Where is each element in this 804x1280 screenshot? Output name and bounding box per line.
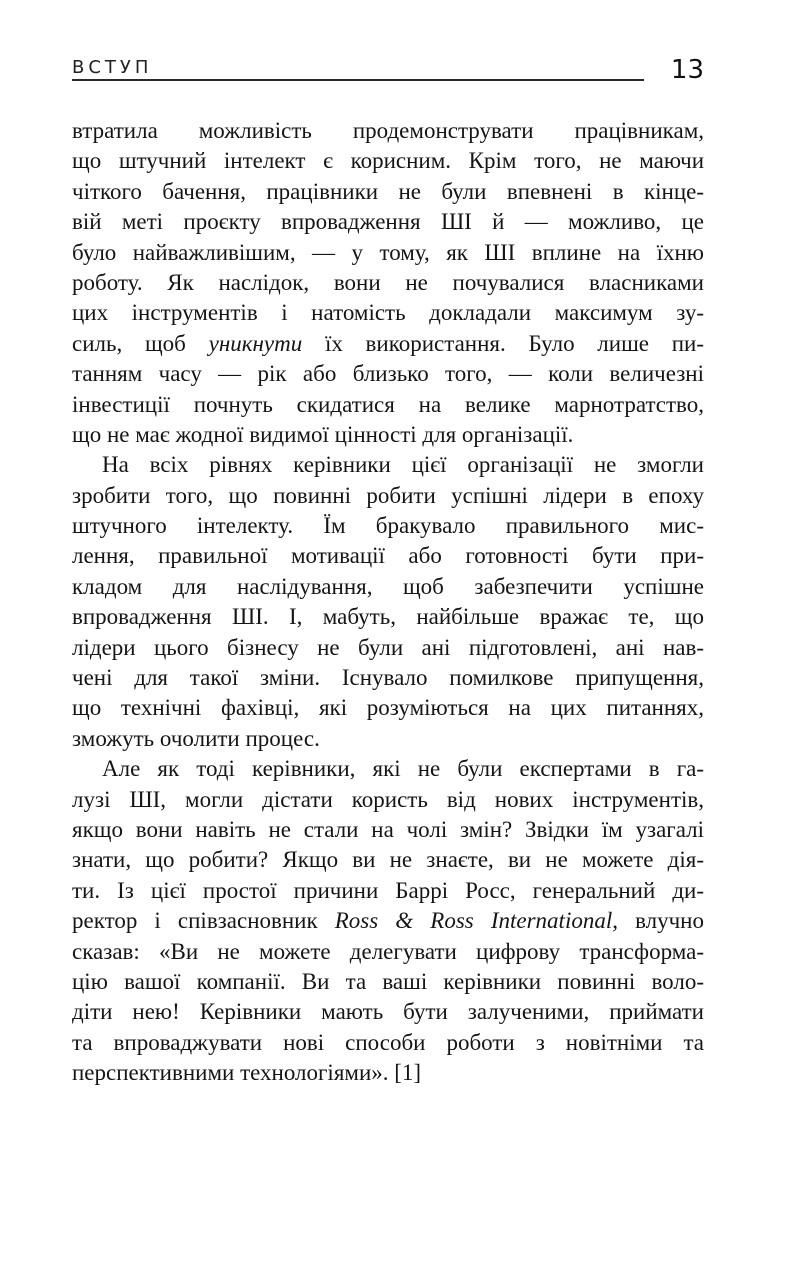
text-line: зробити того, що повинні робити успішні лідери в епоху — [72, 482, 704, 508]
text-line: втратила можливість продемонструвати працівникам, — [72, 118, 704, 143]
text-line: цію вашої компанії. Ви та ваші керівники повинні воло- — [72, 968, 704, 994]
text-line: та впроваджувати нові способи роботи з новітніми та — [72, 1029, 704, 1055]
text-line: впровадження ШІ. І, мабуть, найбільше вражає те, що — [72, 604, 704, 630]
text-line: чіткого бачення, працівники не були впевнені в кінце- — [72, 178, 704, 204]
text-line: зможуть очолити процес. — [72, 725, 320, 751]
paragraph — [72, 116, 704, 450]
italic-emphasis: уникнути — [208, 330, 303, 356]
text-line: чені для такої зміни. Існувало помилкове припущення, — [72, 665, 704, 691]
body-text — [72, 116, 704, 1089]
text-line: знати, що робити? Якщо ви не знаєте, ви не можете дія- — [72, 847, 704, 873]
text-line: інвестиції почнуть скидатися на велике марнотратство, — [72, 391, 704, 417]
text-line: ти. Із цієї простої причини Баррі Росс, генеральний ди- — [72, 877, 704, 903]
paragraph — [72, 450, 704, 754]
text-line: що штучний інтелект є корисним. Крім того, не маючи — [72, 148, 704, 174]
text-line: було найважливішим, — у тому, як ШІ вплине на їхню — [72, 239, 704, 265]
italic-company-name: Ross & Ross International — [334, 908, 613, 934]
text-line: Але як тоді керівники, які не були експертами в га- — [102, 756, 704, 782]
text-line: лення, правильної мотивації або готовності бути при- — [72, 543, 704, 569]
header-rule — [72, 79, 644, 81]
section-title: ВСТУП — [72, 57, 153, 78]
text-line: силь, щоб уникнути їх використання. Було лише пи- — [72, 330, 704, 356]
text-line: що не має жодної видимої цінності для організації. — [72, 421, 574, 447]
text-line: лузі ШІ, могли дістати користь від нових інструментів, — [72, 786, 704, 812]
text-line: що технічні фахівці, які розуміються на цих питаннях, — [72, 695, 704, 721]
text-line: роботу. Як наслідок, вони не почувалися власниками — [72, 269, 704, 295]
text-line: На всіх рівнях керівники цієї організації не змогли — [102, 452, 704, 478]
text-line: вій меті проєкту впровадження ШІ й — можливо, це — [72, 209, 704, 235]
text-line: кладом для наслідування, щоб забезпечити успішне — [72, 573, 704, 599]
text-line: якщо вони навіть не стали на чолі змін? Звідки їм узагалі — [72, 816, 704, 842]
text-line: танням часу — рік або близько того, — коли величезні — [72, 361, 704, 387]
text-line: цих інструментів і натомість докладали максимум зу- — [72, 300, 704, 326]
text-line: штучного інтелекту. Їм бракувало правильного мис- — [72, 513, 704, 539]
text-line: перспективними технологіями». [1] — [72, 1060, 422, 1086]
text-line: лідери цього бізнесу не були ані підготовлені, ані нав- — [72, 634, 704, 660]
text-line: діти нею! Керівники мають бути залученими, приймати — [72, 999, 704, 1025]
text-line: ректор і співзасновник Ross & Ross International, влучно — [72, 908, 704, 934]
paragraph — [72, 754, 704, 1088]
text-line: сказав: «Ви не можете делегувати цифрову трансформа- — [72, 938, 704, 964]
running-header — [72, 55, 704, 87]
page-number: 13 — [670, 55, 704, 85]
